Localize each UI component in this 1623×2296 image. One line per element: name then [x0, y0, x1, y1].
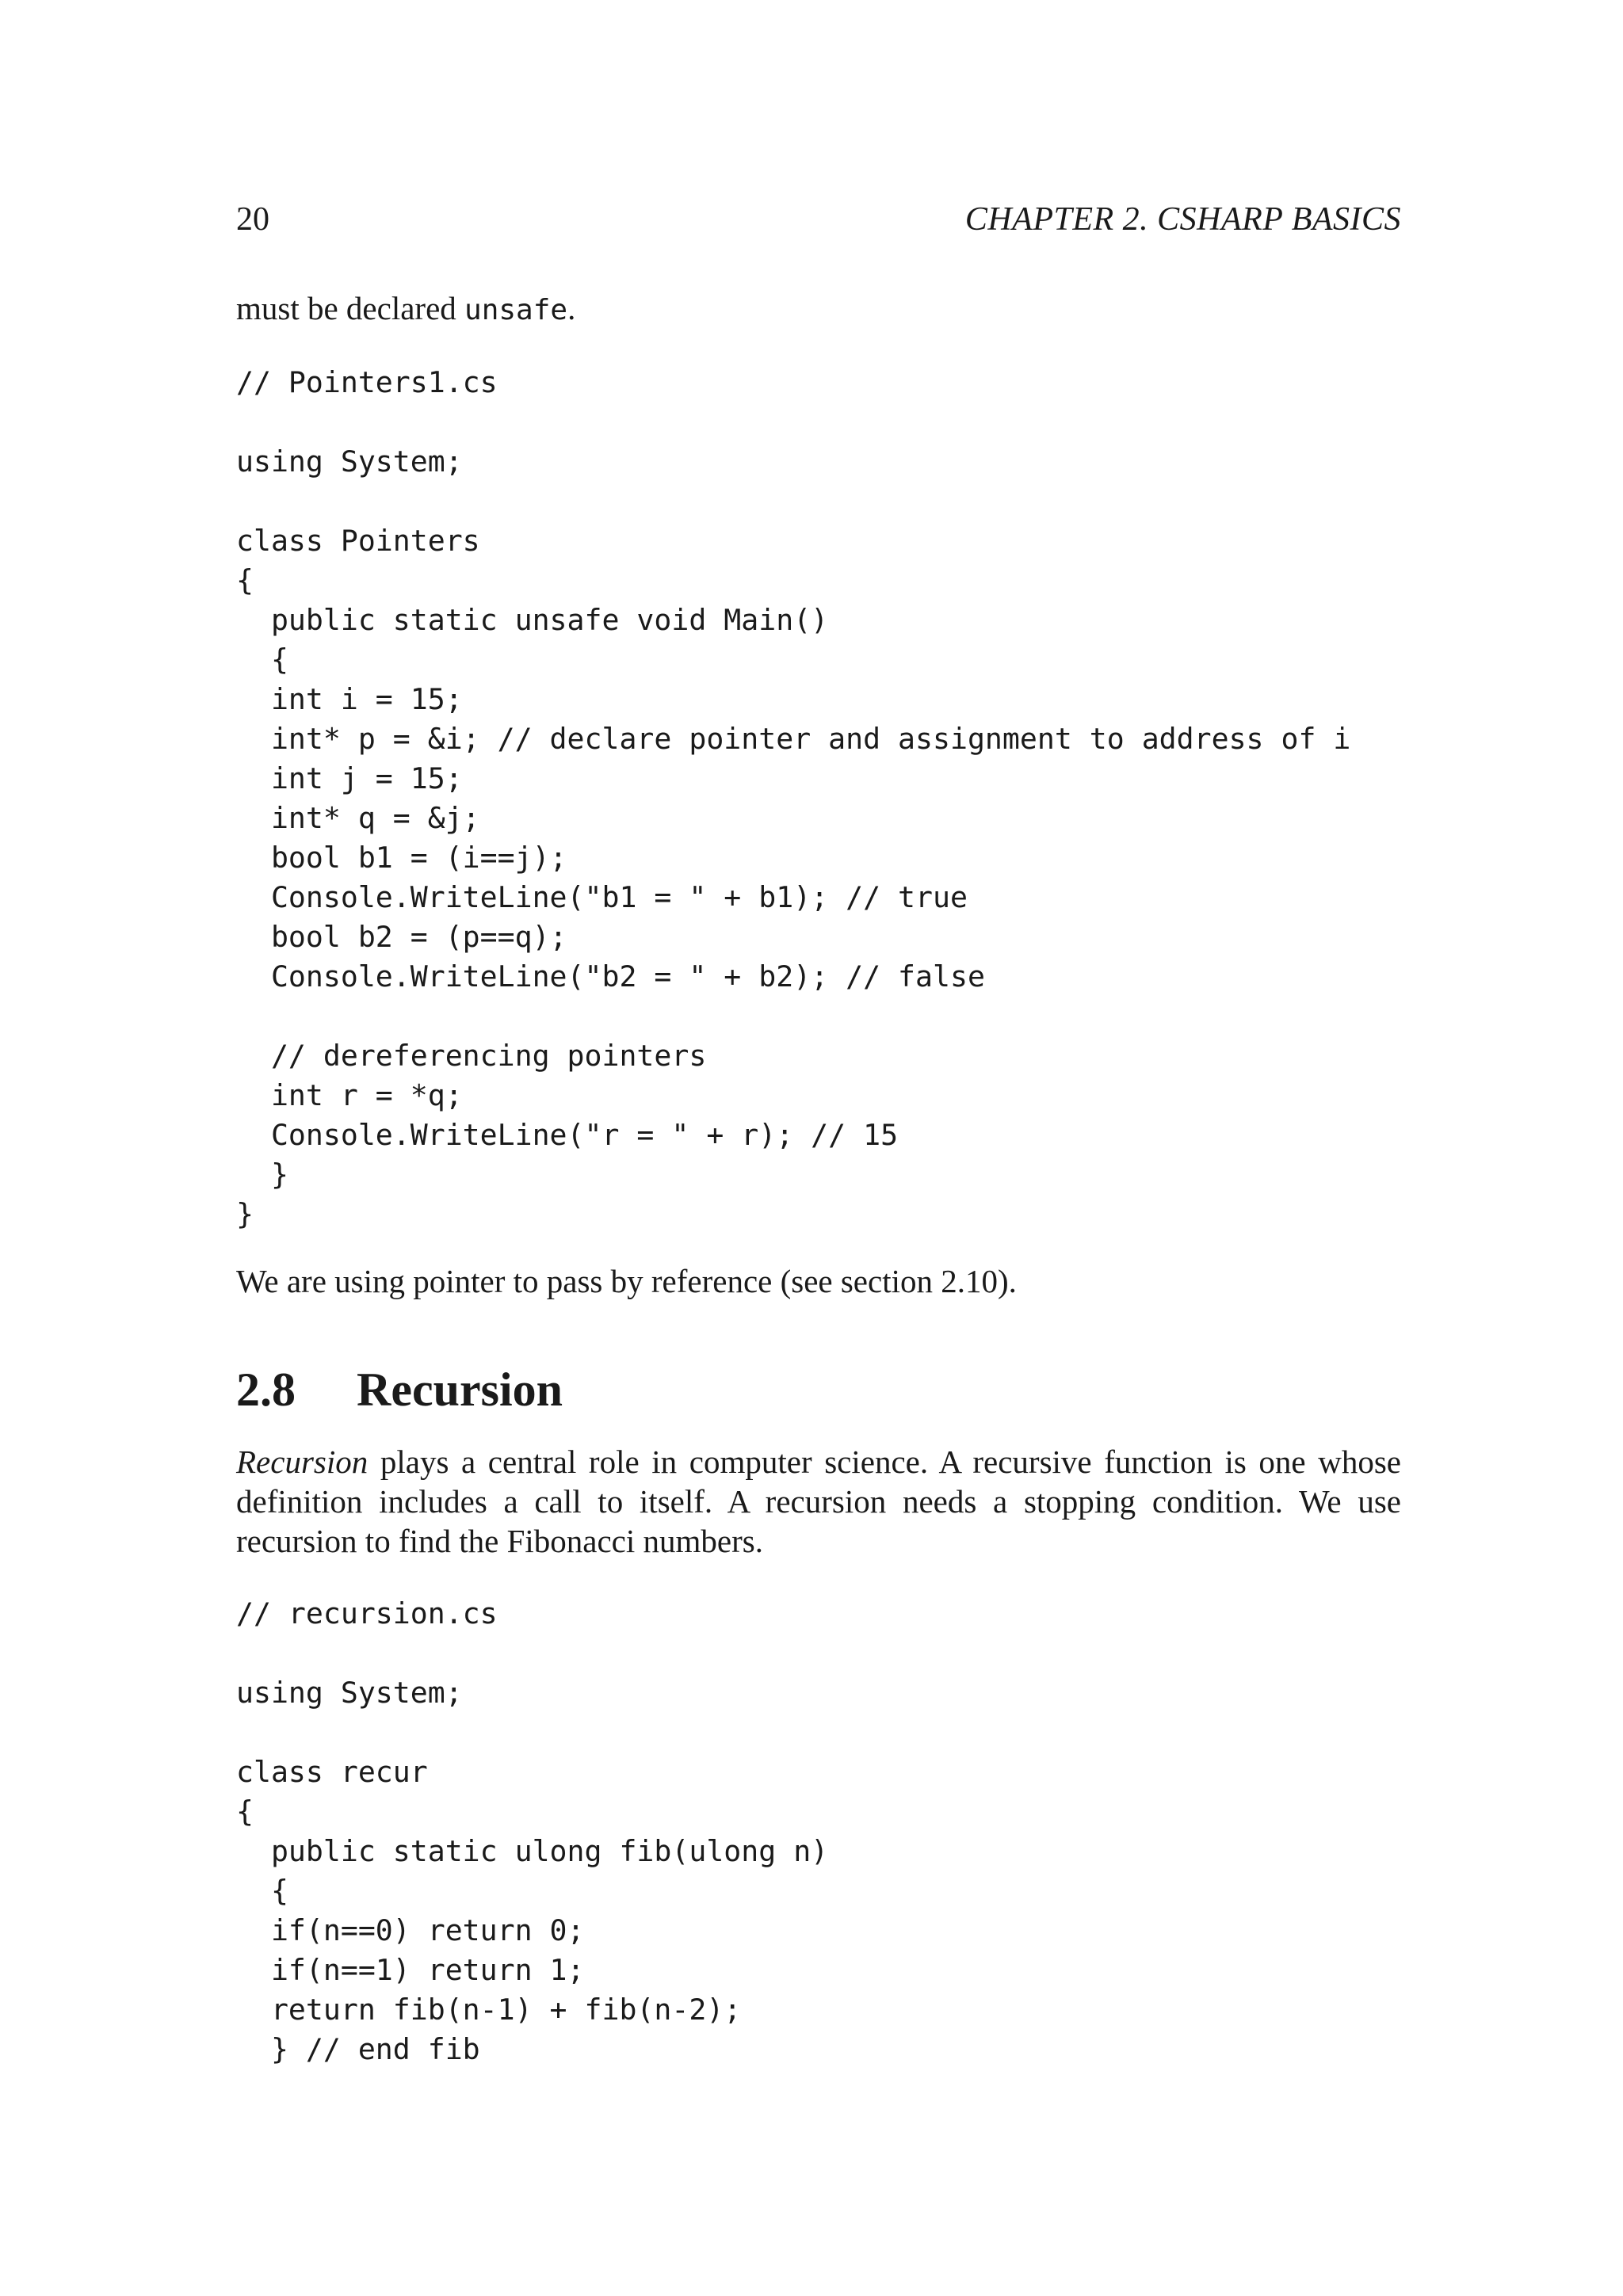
code-listing-pointers	[236, 363, 1350, 1234]
code-line: if(n==0) return 0;	[236, 1913, 585, 1947]
code-line: // recursion.cs	[236, 1596, 498, 1630]
code-line: int* q = &j;	[236, 801, 480, 835]
code-line: int j = 15;	[236, 761, 463, 795]
code-line: // dereferencing pointers	[236, 1039, 707, 1073]
running-header-chapter: CHAPTER 2. CSHARP BASICS	[964, 201, 1401, 238]
code-line: int r = *q;	[236, 1078, 463, 1112]
code-line: {	[236, 1794, 254, 1829]
code-line: if(n==1) return 1;	[236, 1953, 585, 1987]
intro-paragraph	[236, 288, 1401, 330]
intro-period: .	[567, 290, 576, 326]
code-line: public static unsafe void Main()	[236, 603, 829, 637]
section-number: 2.8	[236, 1363, 296, 1416]
code-line: bool b1 = (i==j);	[236, 841, 567, 875]
code-line: int i = 15;	[236, 682, 463, 716]
unsafe-keyword: unsafe	[464, 294, 568, 326]
pointer-note-paragraph	[236, 1261, 1401, 1301]
code-line: class Pointers	[236, 524, 480, 558]
code-line: Console.WriteLine("b1 = " + b1); // true	[236, 880, 968, 914]
code-line: // Pointers1.cs	[236, 365, 498, 399]
recursion-paragraph	[236, 1442, 1401, 1561]
section-heading	[236, 1358, 563, 1421]
intro-text: must be declared	[236, 290, 465, 326]
code-line: }	[236, 1197, 254, 1231]
code-line: } // end fib	[236, 2032, 480, 2066]
recursion-text: plays a central role in computer science. A recursive function is one whose definition includes a call to itself. A recursion needs a stopping condition. We use recursion to find the Fibonacci numbers.	[236, 1444, 1401, 1559]
code-line: {	[236, 1874, 288, 1908]
code-line: {	[236, 643, 288, 677]
recursion-term: Recursion	[236, 1444, 369, 1480]
code-line: }	[236, 1158, 288, 1192]
code-line: class recur	[236, 1755, 428, 1789]
code-listing-recursion	[236, 1594, 828, 2069]
section-title: Recursion	[357, 1363, 563, 1416]
code-line: int* p = &i; // declare pointer and assignment to address of i	[236, 722, 1351, 756]
pointer-note-text: We are using pointer to pass by reference (see section 2.10).	[236, 1263, 1017, 1299]
code-line: using System;	[236, 1676, 463, 1710]
code-line: using System;	[236, 444, 463, 479]
code-line: Console.WriteLine("b2 = " + b2); // false	[236, 959, 985, 994]
code-line: bool b2 = (p==q);	[236, 920, 567, 954]
page-number: 20	[236, 201, 269, 238]
code-line: public static ulong fib(ulong n)	[236, 1834, 829, 1868]
code-line: {	[236, 563, 254, 597]
code-line: return fib(n-1) + fib(n-2);	[236, 1993, 742, 2027]
code-line: Console.WriteLine("r = " + r); // 15	[236, 1118, 899, 1152]
